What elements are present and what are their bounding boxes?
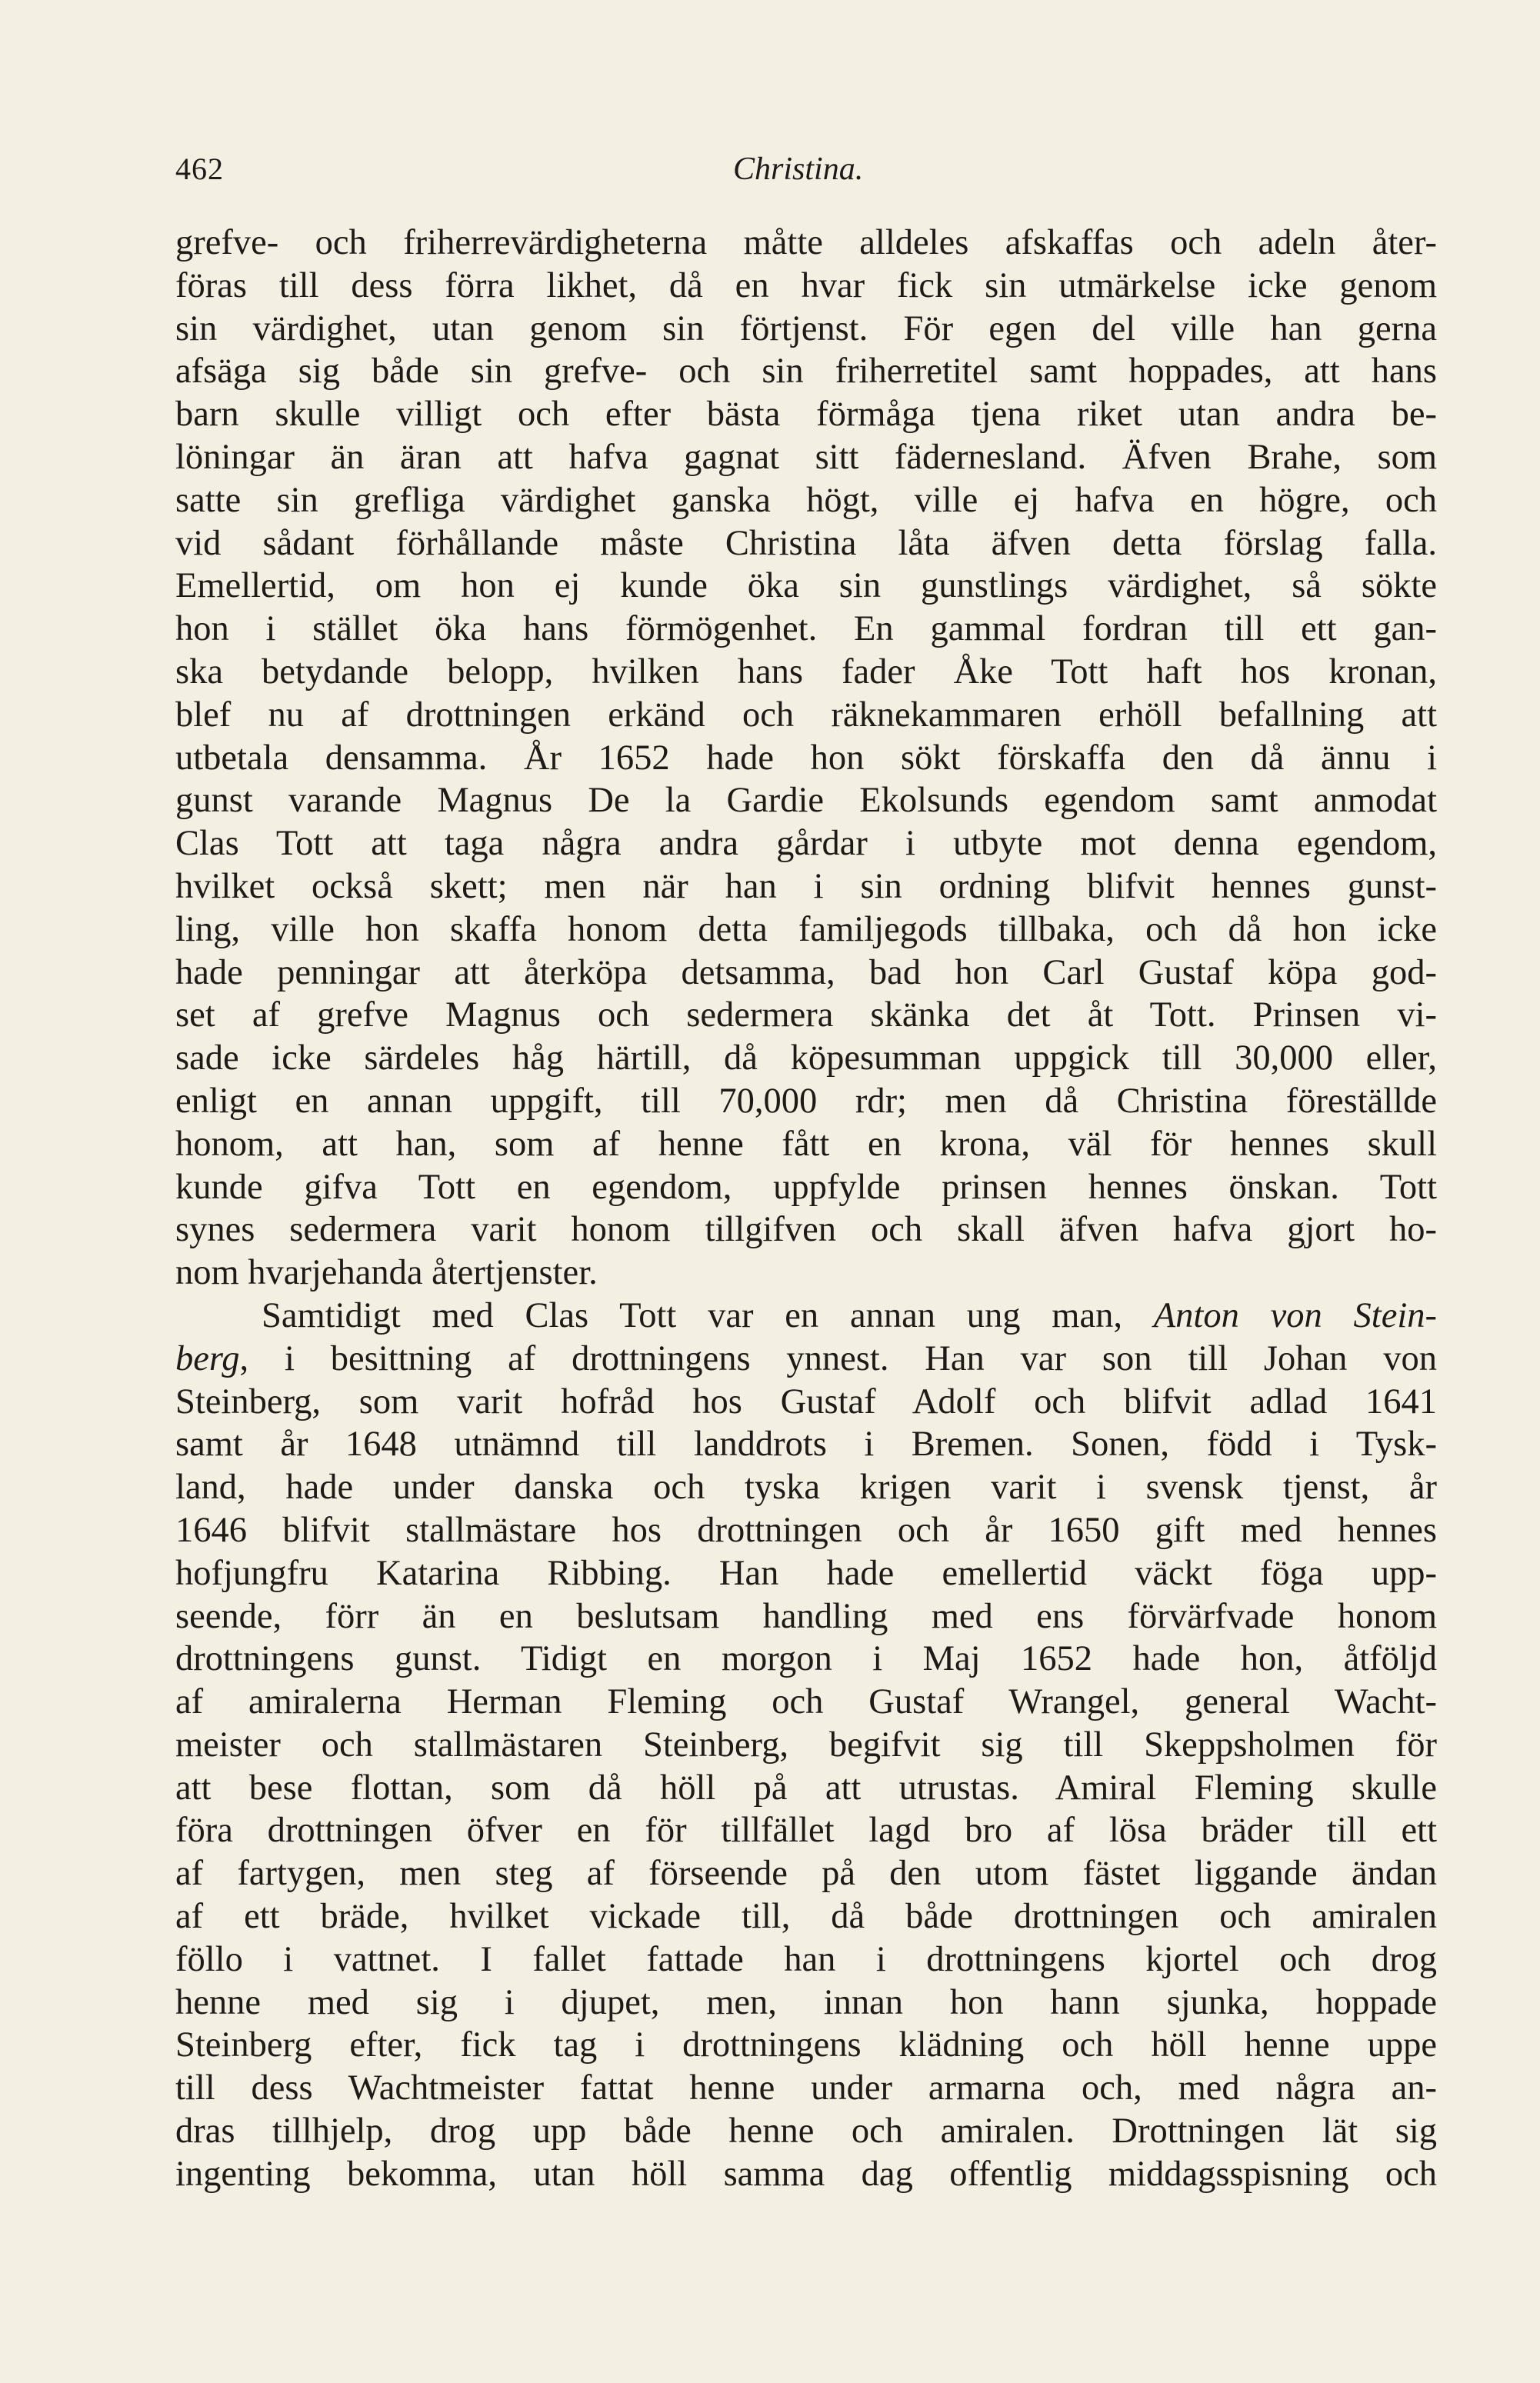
line-text: dras tillhjelp, drog upp både henne och amiralen. Drottningen lät sig	[175, 2111, 1437, 2151]
text-line	[175, 1895, 1437, 1938]
line-text: hon i stället öka hans förmögenhet. En gammal fordran till ett gan-	[175, 609, 1437, 649]
text-line	[175, 952, 1437, 995]
text-line	[175, 865, 1437, 908]
line-text: föras till dess förra likhet, då en hvar fick sin utmärkelse icke genom	[175, 265, 1437, 305]
line-text: grefve- och friherrevärdigheterna måtte alldeles afskaffas och adeln åter-	[175, 223, 1437, 262]
text-line	[175, 694, 1437, 737]
text-line	[175, 1938, 1437, 1981]
line-text: ingenting bekomma, utan höll samma dag offentlig middagsspisning och	[175, 2154, 1437, 2194]
line-text: synes sedermera varit honom tillgifven och skall äfven hafva gjort ho-	[175, 1210, 1437, 1250]
line-text: föllo i vattnet. I fallet fattade han i drottningens kjortel och drog	[175, 1939, 1437, 1979]
line-text: utbetala densamma. År 1652 hade hon sökt förskaffa den då ännu i	[175, 738, 1437, 778]
line-text: drottningens gunst. Tidigt en morgon i Maj 1652 hade hon, åtföljd	[175, 1639, 1437, 1679]
line-text: hvilket också skett; men när han i sin ordning blifvit hennes gunst-	[175, 866, 1437, 906]
running-title: Christina.	[733, 152, 864, 187]
text-line	[175, 1166, 1437, 1209]
text-line	[175, 1509, 1437, 1552]
italic-name: berg	[175, 1338, 240, 1378]
line-text: land, hade under danska och tyska krigen varit i svensk tjenst, år	[175, 1468, 1437, 1508]
text-line	[175, 1381, 1437, 1424]
text-line	[175, 1638, 1437, 1681]
text-line	[175, 1423, 1437, 1466]
line-text: ska betydande belopp, hvilken hans fader Åke Tott haft hos kronan,	[175, 652, 1437, 692]
line-text: af fartygen, men steg af förseende på den utom fästet liggande ändan	[175, 1854, 1437, 1894]
line-text: af amiralerna Herman Fleming och Gustaf Wrangel, general Wacht-	[175, 1682, 1437, 1722]
line-text: afsäga sig både sin grefve- och sin friherretitel samt hoppades, att hans	[175, 352, 1437, 392]
line-text: honom, att han, som af henne fått en krona, väl för hennes skull	[175, 1124, 1437, 1164]
text-line	[175, 908, 1437, 952]
line-text: samt år 1648 utnämnd till landdrots i Bremen. Sonen, född i Tysk-	[175, 1425, 1437, 1465]
line-text: hade penningar att återköpa detsamma, bad hon Carl Gustaf köpa god-	[175, 952, 1437, 992]
italic-name: Anton von Stein-	[1153, 1295, 1437, 1335]
text-line	[175, 1681, 1437, 1724]
text-line	[175, 265, 1437, 308]
line-text: Steinberg efter, fick tag i drottningens klädning och höll henne uppe	[175, 2025, 1437, 2065]
text-line	[175, 308, 1437, 351]
text-line	[175, 479, 1437, 522]
line-text: sin värdighet, utan genom sin förtjenst. För egen del ville han gerna	[175, 308, 1437, 348]
line-text: enligt en annan uppgift, till 70,000 rdr; men då Christina föreställde	[175, 1081, 1437, 1121]
line-text: meister och stallmästaren Steinberg, begifvit sig till Skeppsholmen för	[175, 1725, 1437, 1765]
text-line	[175, 350, 1437, 393]
line-text: seende, förr än en beslutsam handling med ens förvärfvade honom	[175, 1596, 1437, 1636]
text-line	[175, 1295, 1437, 1338]
line-text: sade icke särdeles håg härtill, då köpesumman uppgick till 30,000 eller,	[175, 1038, 1437, 1078]
text-line	[175, 1251, 1437, 1295]
line-text: , i besittning af drottningens ynnest. Han var son till Johan von	[239, 1338, 1437, 1378]
text-line	[175, 2024, 1437, 2067]
line-text: till dess Wachtmeister fattat henne under armarna och, med några an-	[175, 2068, 1437, 2108]
text-line	[175, 1338, 1437, 1381]
text-line	[175, 222, 1437, 265]
line-text: kunde gifva Tott en egendom, uppfylde prinsen hennes önskan. Tott	[175, 1167, 1437, 1207]
text-line	[175, 737, 1437, 780]
line-text: barn skulle villigt och efter bästa förmåga tjena riket utan andra be-	[175, 395, 1437, 435]
text-line	[175, 1767, 1437, 1810]
line-text: Steinberg, som varit hofråd hos Gustaf Adolf och blifvit adlad 1641	[175, 1381, 1437, 1421]
body-text	[175, 222, 1437, 2196]
text-line	[175, 822, 1437, 865]
text-line	[175, 436, 1437, 479]
line-text: satte sin grefliga värdighet ganska högt, ville ej hafva en högre, och	[175, 480, 1437, 520]
text-line	[175, 1080, 1437, 1123]
line-text: att bese flottan, som då höll på att utrustas. Amiral Fleming skulle	[175, 1768, 1437, 1808]
line-text: ling, ville hon skaffa honom detta familjegods tillbaka, och då hon icke	[175, 909, 1437, 949]
text-line	[175, 1552, 1437, 1595]
line-text: nom hvarjehanda återtjenster.	[175, 1253, 598, 1293]
line-text: föra drottningen öfver en för tillfället lagd bro af lösa bräder till ett	[175, 1811, 1437, 1851]
line-text: Emellertid, om hon ej kunde öka sin gunstlings värdighet, så sökte	[175, 566, 1437, 606]
page-number: 462	[175, 152, 224, 186]
text-line	[175, 2153, 1437, 2196]
line-text: blef nu af drottningen erkänd och räknekammaren erhöll befallning att	[175, 695, 1437, 735]
line-text: henne med sig i djupet, men, innan hon hann sjunka, hoppade	[175, 1982, 1437, 2022]
line-text: hofjungfru Katarina Ribbing. Han hade emellertid väckt föga upp-	[175, 1553, 1437, 1593]
text-line	[175, 1595, 1437, 1638]
text-line	[175, 994, 1437, 1037]
line-text: af ett bräde, hvilket vickade till, då både drottningen och amiralen	[175, 1897, 1437, 1937]
text-line	[175, 565, 1437, 608]
text-line	[175, 1037, 1437, 1080]
text-line	[175, 1123, 1437, 1166]
line-text: Samtidigt med Clas Tott var en annan ung man,	[262, 1295, 1154, 1335]
text-line	[175, 608, 1437, 651]
text-line	[175, 1852, 1437, 1895]
line-text: gunst varande Magnus De la Gardie Ekolsunds egendom samt anmodat	[175, 781, 1437, 821]
line-text: set af grefve Magnus och sedermera skänka det åt Tott. Prinsen vi-	[175, 995, 1437, 1035]
text-line	[175, 1981, 1437, 2025]
text-line	[175, 2110, 1437, 2153]
text-line	[175, 1208, 1437, 1251]
text-line	[175, 393, 1437, 436]
line-text: 1646 blifvit stallmästare hos drottningen och år 1650 gift med hennes	[175, 1510, 1437, 1550]
page-header	[175, 151, 1437, 197]
text-line	[175, 1809, 1437, 1852]
line-text: Clas Tott att taga några andra gårdar i utbyte mot denna egendom,	[175, 824, 1437, 864]
text-line	[175, 522, 1437, 565]
text-line	[175, 2067, 1437, 2110]
line-text: löningar än äran att hafva gagnat sitt fädernesland. Äfven Brahe, som	[175, 437, 1437, 477]
text-line	[175, 779, 1437, 822]
text-line	[175, 1724, 1437, 1767]
text-line	[175, 651, 1437, 694]
text-line	[175, 1466, 1437, 1509]
line-text: vid sådant förhållande måste Christina låta äfven detta förslag falla.	[175, 523, 1437, 563]
